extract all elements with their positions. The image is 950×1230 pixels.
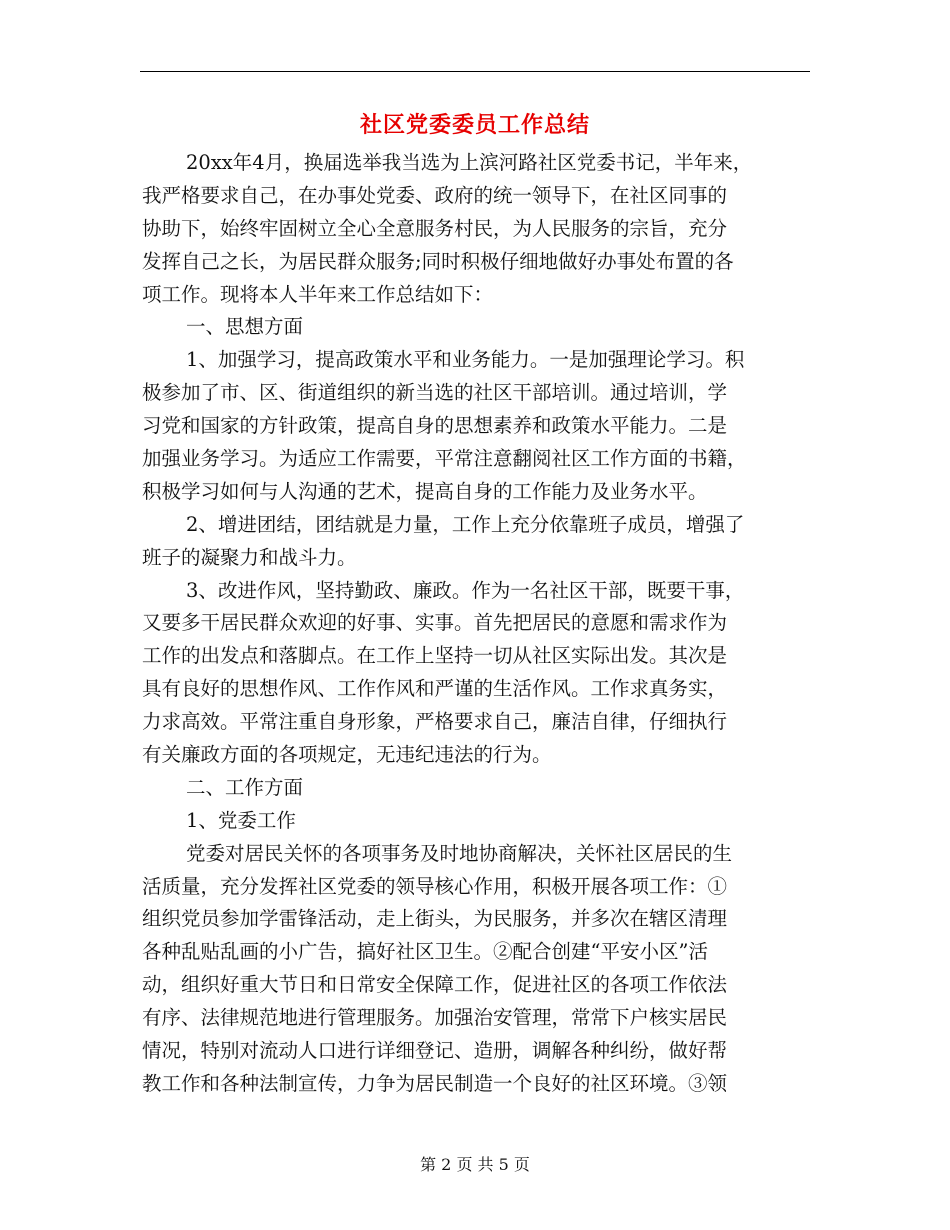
paragraph-line: 项工作。现将本人半年来工作总结如下： bbox=[142, 282, 494, 306]
paragraph-line: 党委对居民关怀的各项事务及时地协商解决，关怀社区居民的生 bbox=[186, 841, 733, 865]
paragraph-line: 教工作和各种法制宣传，力争为居民制造一个良好的社区环境。③领 bbox=[142, 1071, 728, 1095]
document-body bbox=[142, 147, 812, 1101]
header-rule bbox=[140, 71, 810, 72]
document-title: 社区党委委员工作总结 bbox=[359, 112, 590, 138]
paragraph-line: 又要多干居民群众欢迎的好事、实事。首先把居民的意愿和需求作为 bbox=[142, 611, 728, 635]
paragraph-line: 情况，特别对流动人口进行详细登记、造册，调解各种纠纷，做好帮 bbox=[142, 1039, 728, 1063]
subsection-heading: 1、党委工作 bbox=[186, 808, 296, 832]
paragraph-line: 习党和国家的方针政策，提高自身的思想素养和政策水平能力。二是 bbox=[142, 414, 728, 438]
paragraph-line: 动，组织好重大节日和日常安全保障工作，促进社区的各项工作依法 bbox=[142, 973, 728, 997]
paragraph-line: 3、改进作风，坚持勤政、廉政。作为一名社区干部，既要干事， bbox=[186, 578, 745, 602]
paragraph-line: 积极学习如何与人沟通的艺术，提高自身的工作能力及业务水平。 bbox=[142, 479, 708, 503]
paragraph-line: 我严格要求自己，在办事处党委、政府的统一领导下，在社区同事的 bbox=[142, 183, 728, 207]
paragraph-line: 活质量，充分发挥社区党委的领导核心作用，积极开展各项工作：① bbox=[142, 874, 728, 898]
paragraph-line: 各种乱贴乱画的小广告，搞好社区卫生。②配合创建“平安小区”活 bbox=[142, 940, 708, 964]
paragraph-line: 工作的出发点和落脚点。在工作上坚持一切从社区实际出发。其次是 bbox=[142, 644, 728, 668]
page-number: 第 2 页 共 5 页 bbox=[420, 1155, 530, 1174]
section-heading: 一、思想方面 bbox=[186, 315, 304, 339]
paragraph-line: 极参加了市、区、街道组织的新当选的社区干部培训。通过培训，学 bbox=[142, 381, 728, 405]
paragraph-line: 加强业务学习。为适应工作需要，平常注意翻阅社区工作方面的书籍， bbox=[142, 447, 747, 471]
paragraph-line: 协助下，始终牢固树立全心全意服务村民，为人民服务的宗旨，充分 bbox=[142, 216, 728, 240]
section-heading: 二、工作方面 bbox=[186, 775, 304, 799]
paragraph-line: 20xx年4月，换届选举我当选为上滨河路社区党委书记，半年来， bbox=[186, 151, 753, 174]
paragraph-line: 具有良好的思想作风、工作作风和严谨的生活作风。工作求真务实， bbox=[142, 677, 728, 701]
paragraph-line: 组织党员参加学雷锋活动，走上街头，为民服务，并多次在辖区清理 bbox=[142, 907, 728, 931]
paragraph-line: 有关廉政方面的各项规定，无违纪违法的行为。 bbox=[142, 743, 552, 767]
paragraph-line: 1、加强学习，提高政策水平和业务能力。一是加强理论学习。积 bbox=[186, 348, 745, 372]
paragraph-line: 2、增进团结，团结就是力量，工作上充分依靠班子成员，增强了 bbox=[186, 512, 745, 536]
paragraph-line: 发挥自己之长，为居民群众服务;同时积极仔细地做好办事处布置的各 bbox=[142, 249, 734, 273]
paragraph-line: 班子的凝聚力和战斗力。 bbox=[142, 545, 357, 569]
paragraph-line: 有序、法律规范地进行管理服务。加强治安管理，常常下户核实居民 bbox=[142, 1006, 728, 1030]
paragraph-line: 力求高效。平常注重自身形象，严格要求自己，廉洁自律，仔细执行 bbox=[142, 710, 728, 734]
